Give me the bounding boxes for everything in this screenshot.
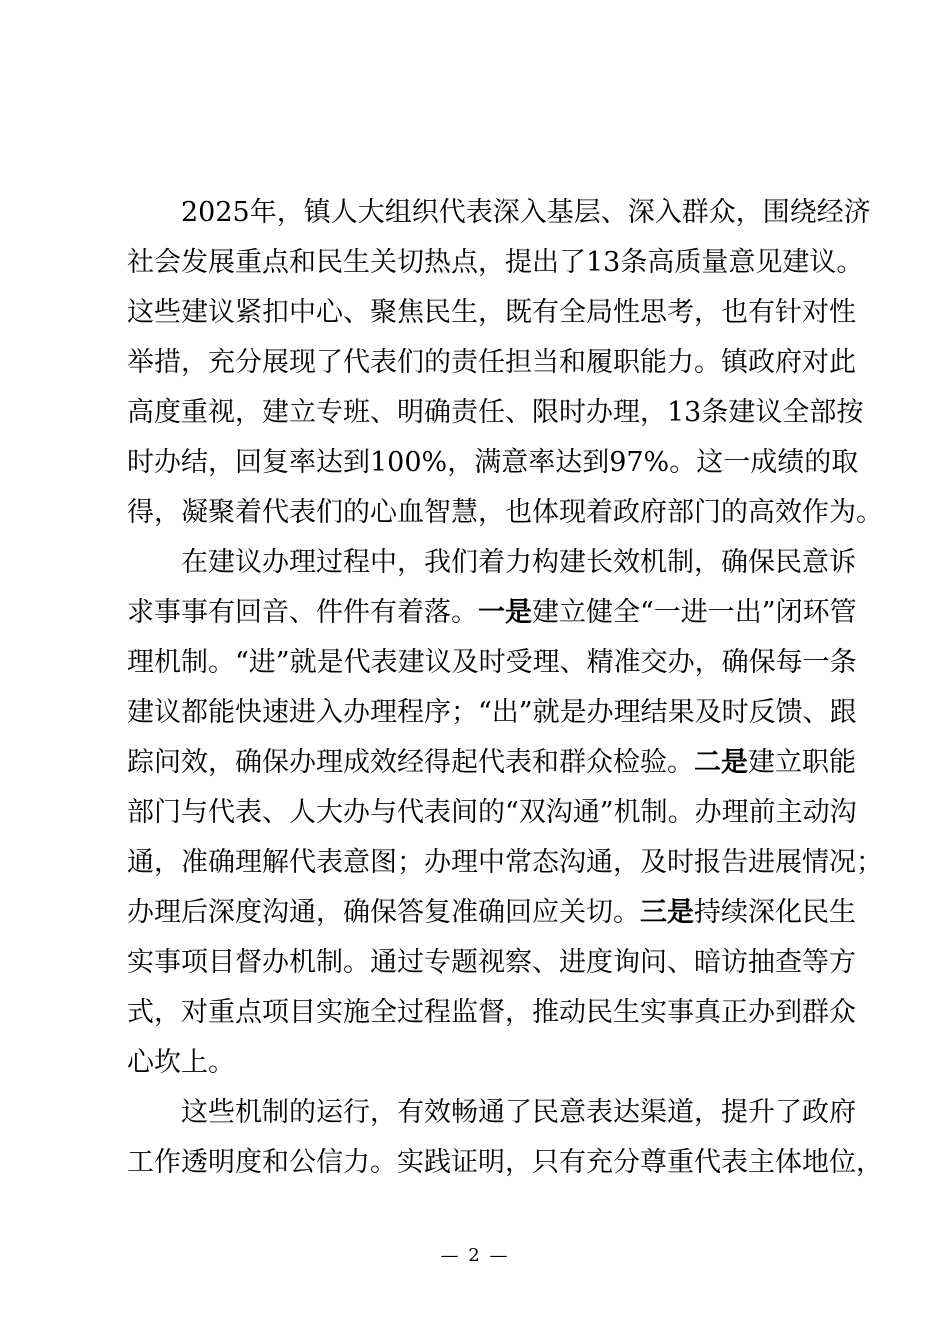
text-line: 踪问效，确保办理成效经得起代表和群众检验。二是建立职能: [127, 747, 856, 778]
text-line: 心坎上。: [127, 1047, 235, 1078]
text-line: 这些建议紧扣中心、聚焦民生，既有全局性思考，也有针对性: [127, 297, 856, 328]
text-line: 得，凝聚着代表们的心血智慧，也体现着政府部门的高效作为。: [127, 497, 883, 528]
text-line: 求事事有回音、件件有着落。一是建立健全“一进一出”闭环管: [127, 597, 857, 628]
body-text: [127, 188, 883, 1188]
text-line: 举措，充分展现了代表们的责任担当和履职能力。镇政府对此: [127, 347, 856, 378]
text-line: 建议都能快速进入办理程序；“出”就是办理结果及时反馈、跟: [127, 697, 857, 728]
text-line: 工作透明度和公信力。实践证明，只有充分尊重代表主体地位，: [127, 1147, 883, 1178]
text-line: 高度重视，建立专班、明确责任、限时办理，13条建议全部按: [127, 397, 864, 428]
bold-marker: 一是: [478, 597, 532, 628]
text-line: 在建议办理过程中，我们着力构建长效机制，确保民意诉: [181, 547, 856, 578]
page-number: — 2 —: [440, 1245, 510, 1266]
text-line: 这些机制的运行，有效畅通了民意表达渠道，提升了政府: [181, 1097, 856, 1128]
bold-marker: 三是: [640, 897, 694, 928]
text-line: 式，对重点项目实施全过程监督，推动民生实事真正办到群众: [127, 997, 856, 1028]
bold-marker: 二是: [694, 747, 748, 778]
text-line: 社会发展重点和民生关切热点，提出了13条高质量意见建议。: [127, 247, 864, 278]
text-line: 时办结，回复率达到100%，满意率达到97%。这一成绩的取: [127, 447, 859, 478]
text-line: 实事项目督办机制。通过专题视察、进度询问、暗访抽查等方: [127, 947, 856, 978]
text-line: 理机制。“进”就是代表建议及时受理、精准交办，确保每一条: [127, 647, 857, 678]
text-line: 2025年，镇人大组织代表深入基层、深入群众，围绕经济: [181, 197, 871, 228]
text-line: 部门与代表、人大办与代表间的“双沟通”机制。办理前主动沟: [127, 797, 857, 828]
text-line: 通，准确理解代表意图；办理中常态沟通，及时报告进展情况；: [127, 847, 883, 878]
text-line: 办理后深度沟通，确保答复准确回应关切。三是持续深化民生: [127, 897, 856, 928]
